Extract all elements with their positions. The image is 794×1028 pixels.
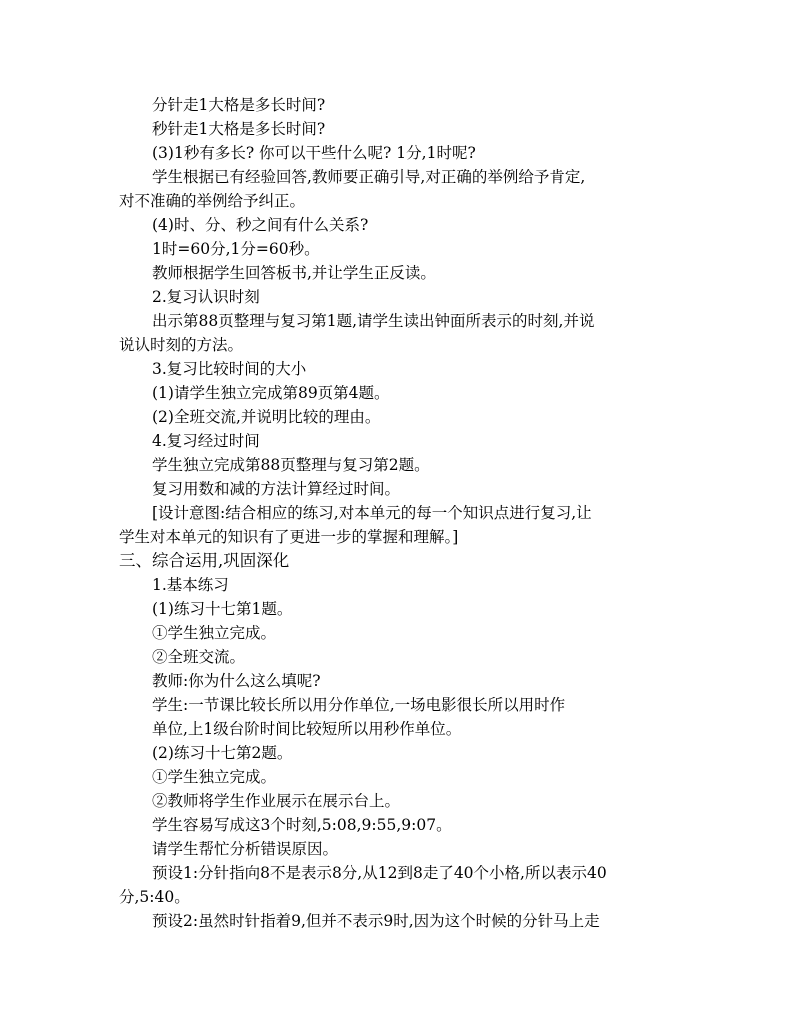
text-line: (1)请学生独立完成第89页第4题。 [152, 384, 390, 402]
text-line: 分针走1大格是多长时间? [152, 96, 326, 114]
section-heading: 3.复习比较时间的大小 [152, 360, 307, 378]
text-line: 教师根据学生回答板书,并让学生正反读。 [152, 264, 436, 282]
text-line: 分,5:40。 [119, 888, 190, 906]
design-intent-note: [设计意图:结合相应的练习,对本单元的每一个知识点进行复习,让 [152, 504, 592, 522]
text-line: 说认时刻的方法。 [119, 336, 244, 354]
text-line: ①学生独立完成。 [152, 624, 277, 642]
text-line: 学生:一节课比较长所以用分作单位,一场电影很长所以用时作 [152, 696, 566, 714]
text-line: 学生容易写成这3个时刻,5:08,9:55,9:07。 [152, 816, 452, 834]
text-line: (4)时、分、秒之间有什么关系? [152, 216, 369, 234]
text-line: 1时=60分,1分=60秒。 [152, 240, 320, 258]
text-line: (1)练习十七第1题。 [152, 600, 293, 618]
text-line: 秒针走1大格是多长时间? [152, 120, 326, 138]
text-line: 请学生帮忙分析错误原因。 [152, 840, 339, 858]
text-line: (3)1秒有多长? 你可以干些什么呢? 1分,1时呢? [152, 144, 476, 162]
text-line: 学生独立完成第88页整理与复习第2题。 [152, 456, 430, 474]
section-heading: 1.基本练习 [152, 576, 229, 594]
text-line: 复习用数和减的方法计算经过时间。 [152, 480, 401, 498]
text-line: (2)练习十七第2题。 [152, 744, 293, 762]
text-line: (2)全班交流,并说明比较的理由。 [152, 408, 381, 426]
design-intent-note: 学生对本单元的知识有了更进一步的掌握和理解。] [119, 528, 459, 546]
text-line: 教师:你为什么这么填呢? [152, 672, 321, 690]
text-line: ②教师将学生作业展示在展示台上。 [152, 792, 401, 810]
chapter-heading: 三、综合运用,巩固深化 [119, 551, 290, 570]
text-line: 单位,上1级台阶时间比较短所以用秒作单位。 [152, 720, 462, 738]
text-line: ①学生独立完成。 [152, 768, 277, 786]
section-heading: 2.复习认识时刻 [152, 288, 260, 306]
text-line: 对不准确的举例给予纠正。 [119, 192, 306, 210]
text-line: ②全班交流。 [152, 648, 246, 666]
section-heading: 4.复习经过时间 [152, 432, 260, 450]
text-line: 出示第88页整理与复习第1题,请学生读出钟面所表示的时刻,并说 [152, 312, 595, 330]
text-line: 预设2:虽然时针指着9,但并不表示9时,因为这个时候的分针马上走 [152, 912, 600, 930]
text-line: 预设1:分针指向8不是表示8分,从12到8走了40个小格,所以表示40 [152, 864, 607, 882]
text-line: 学生根据已有经验回答,教师要正确引导,对正确的举例给予肯定, [152, 168, 586, 186]
